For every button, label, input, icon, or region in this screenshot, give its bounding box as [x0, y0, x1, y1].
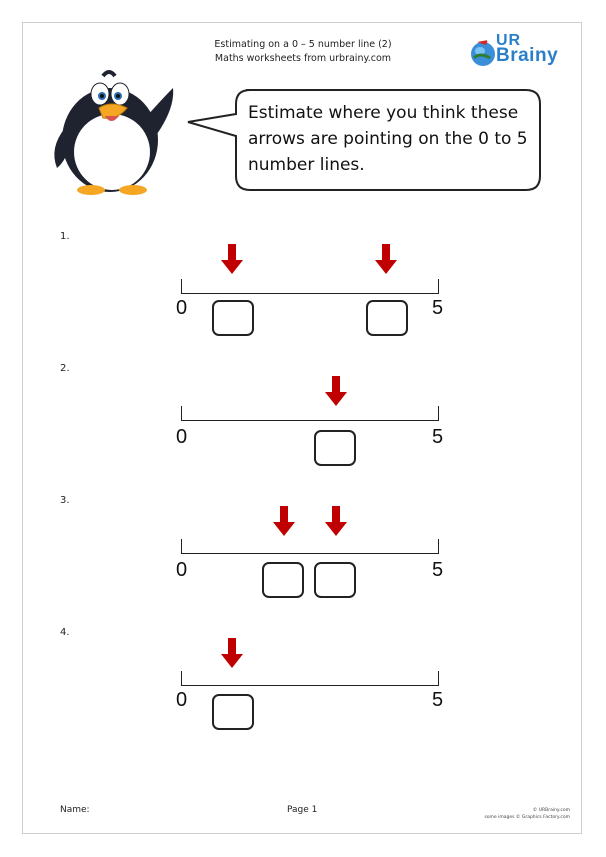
answer-box[interactable]: [366, 300, 408, 336]
question-number: 3.: [60, 495, 70, 506]
copyright-graphics: some images © Graphics Factory.com: [484, 815, 570, 820]
answer-box[interactable]: [212, 300, 254, 336]
name-label: Name:: [60, 805, 90, 815]
question-number: 2.: [60, 363, 70, 374]
number-line: [181, 539, 439, 555]
number-line-start-label: 0: [176, 689, 188, 711]
answer-box[interactable]: [314, 430, 356, 466]
number-line-end-label: 5: [432, 689, 444, 711]
worksheet-title: Estimating on a 0 – 5 number line (2): [214, 39, 392, 50]
logo-brainy-text: Brainy: [496, 45, 559, 66]
red-arrow-icon: [221, 638, 243, 668]
question-number: 1.: [60, 231, 70, 242]
number-line-start-label: 0: [176, 297, 188, 319]
number-line-end-label: 5: [432, 426, 444, 448]
red-arrow-icon: [221, 244, 243, 274]
red-arrow-icon: [325, 506, 347, 536]
red-arrow-icon: [325, 376, 347, 406]
answer-box[interactable]: [262, 562, 304, 598]
worksheet-subtitle: Maths worksheets from urbrainy.com: [214, 53, 392, 64]
number-line-start-label: 0: [176, 559, 188, 581]
number-line: [181, 406, 439, 422]
answer-box[interactable]: [212, 694, 254, 730]
number-line: [181, 279, 439, 295]
urbrainy-logo: [468, 32, 564, 72]
instruction-text: Estimate where you think these arrows are pointing on the 0 to 5 number lines.: [248, 103, 528, 175]
answer-box[interactable]: [314, 562, 356, 598]
number-line-end-label: 5: [432, 297, 444, 319]
page-number: Page 1: [287, 805, 318, 815]
logo-ur-text: UR: [496, 32, 522, 49]
number-line: [181, 671, 439, 687]
copyright-urbrainy: © URBrainy.com: [532, 808, 570, 813]
question-number: 4.: [60, 627, 70, 638]
red-arrow-icon: [375, 244, 397, 274]
red-arrow-icon: [273, 506, 295, 536]
number-line-start-label: 0: [176, 426, 188, 448]
penguin-illustration: [45, 68, 185, 198]
number-line-end-label: 5: [432, 559, 444, 581]
